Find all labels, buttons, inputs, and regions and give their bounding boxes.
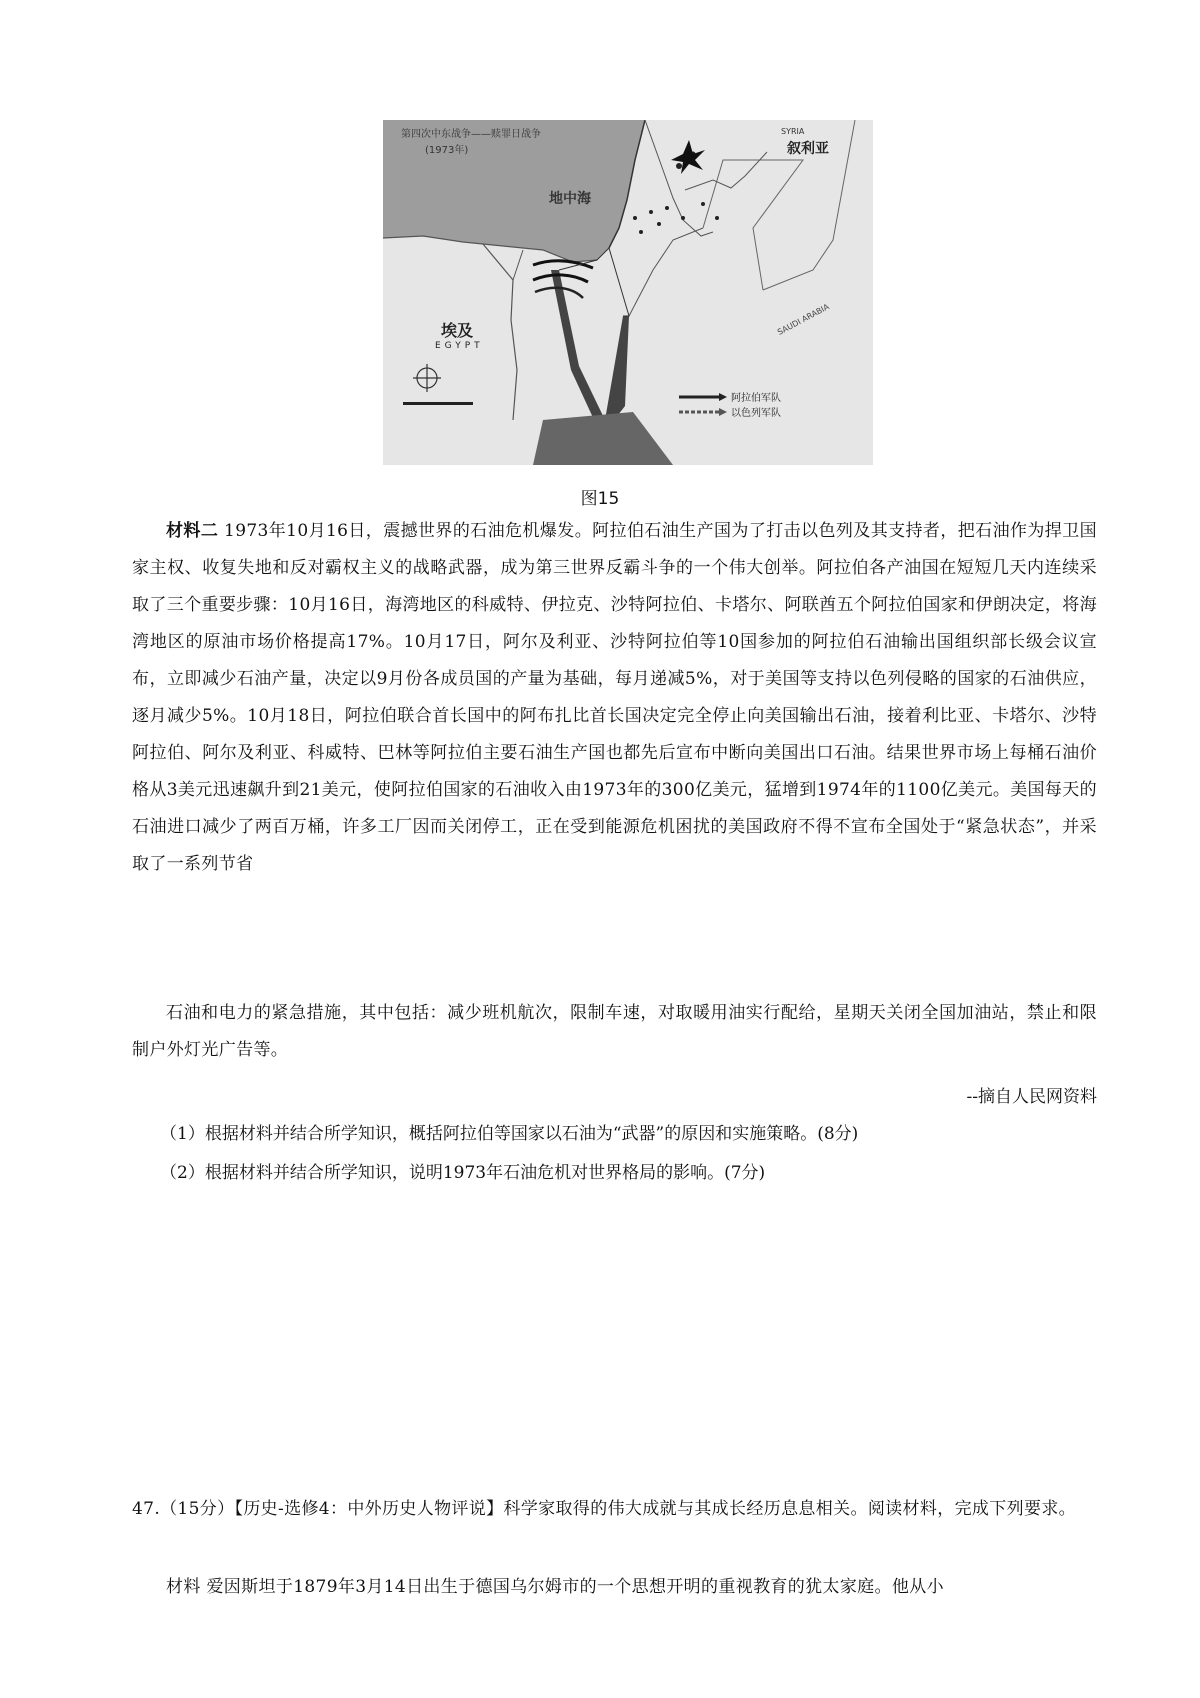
- map-title: 第四次中东战争——赎罪日战争: [401, 129, 541, 140]
- map-figure: [383, 120, 873, 465]
- legend-israel-army: 以色列军队: [731, 408, 781, 419]
- map-syria-label: 叙利亚: [787, 141, 829, 157]
- question-47-material: 材料 爱因斯坦于1879年3月14日出生于德国乌尔姆市的一个思想开明的重视教育的犹太家庭。他从小: [166, 1577, 944, 1597]
- material-2-continuation: 石油和电力的紧急措施，其中包括：减少班机航次，限制车速，对取暖用油实行配给，星期天关闭全国加油站，禁止和限制户外灯光广告等。: [132, 1003, 1097, 1060]
- legend-arab-army: 阿拉伯军队: [731, 393, 781, 404]
- question-1: （1）根据材料并结合所学知识，概括阿拉伯等国家以石油为“武器”的原因和实施策略。(8分): [160, 1124, 859, 1144]
- material-2-label: 材料二: [166, 521, 219, 541]
- map-egypt-label: 埃及: [441, 321, 474, 340]
- map-sea-label: 地中海: [549, 191, 591, 207]
- map-syria-en-label: SYRIA: [781, 127, 805, 136]
- question-47-heading: 47.（15分）【历史-选修4：中外历史人物评说】科学家取得的伟大成就与其成长经历息息相关。阅读材料，完成下列要求。: [132, 1499, 1077, 1519]
- map-egypt-en-label: EGYPT: [435, 341, 484, 351]
- question-2: （2）根据材料并结合所学知识，说明1973年石油危机对世界格局的影响。(7分): [160, 1163, 766, 1183]
- map-saudi-label: SAUDI ARABIA: [775, 302, 831, 337]
- material-2-text: 1973年10月16日，震撼世界的石油危机爆发。阿拉伯石油生产国为了打击以色列及其支持者，把石油作为捍卫国家主权、收复失地和反对霸权主义的战略武器，成为第三世界反霸斗争的一个伟大创举。阿拉伯各产油国在短短几天内连续采取了三个重要步骤：10月16日，海湾地区的科威特、伊拉克、沙特阿拉伯、卡塔尔、阿联酋五个阿拉伯国家和伊朗决定，将海湾地区的原油市场价格提高17%。10月17日，阿尔及利亚、沙特阿拉伯等10国参加的阿拉伯石油输出国组织部长级会议宣布，立即减少石油产量，决定以9月份各成员国的产量为基础，每月递减5%，对于美国等支持以色列侵略的国家的石油供应，逐月减少5%。10月18日，阿拉伯联合首长国中的阿布扎比首长国决定完全停止向美国输出石油，接着利比亚、卡塔尔、沙特阿拉伯、阿尔及利亚、科威特、巴林等阿拉伯主要石油生产国也都先后宣布中断向美国出口石油。结果世界市场上每桶石油价格从3美元迅速飙升到21美元，使阿拉伯国家的石油收入由1973年的300亿美元，猛增到1974年的1100亿美元。美国每天的石油进口减少了两百万桶，许多工厂因而关闭停工，正在受到能源危机困扰的美国政府不得不宣布全国处于“紧急状态”，并采取了一系列节省: [132, 521, 1097, 874]
- figure-caption: 图15: [580, 489, 620, 509]
- middle-east-war-map: [383, 120, 873, 465]
- material-2-paragraph: [132, 513, 1097, 883]
- map-year: (1973年): [425, 145, 469, 156]
- source-citation: --摘自人民网资料: [966, 1087, 1097, 1107]
